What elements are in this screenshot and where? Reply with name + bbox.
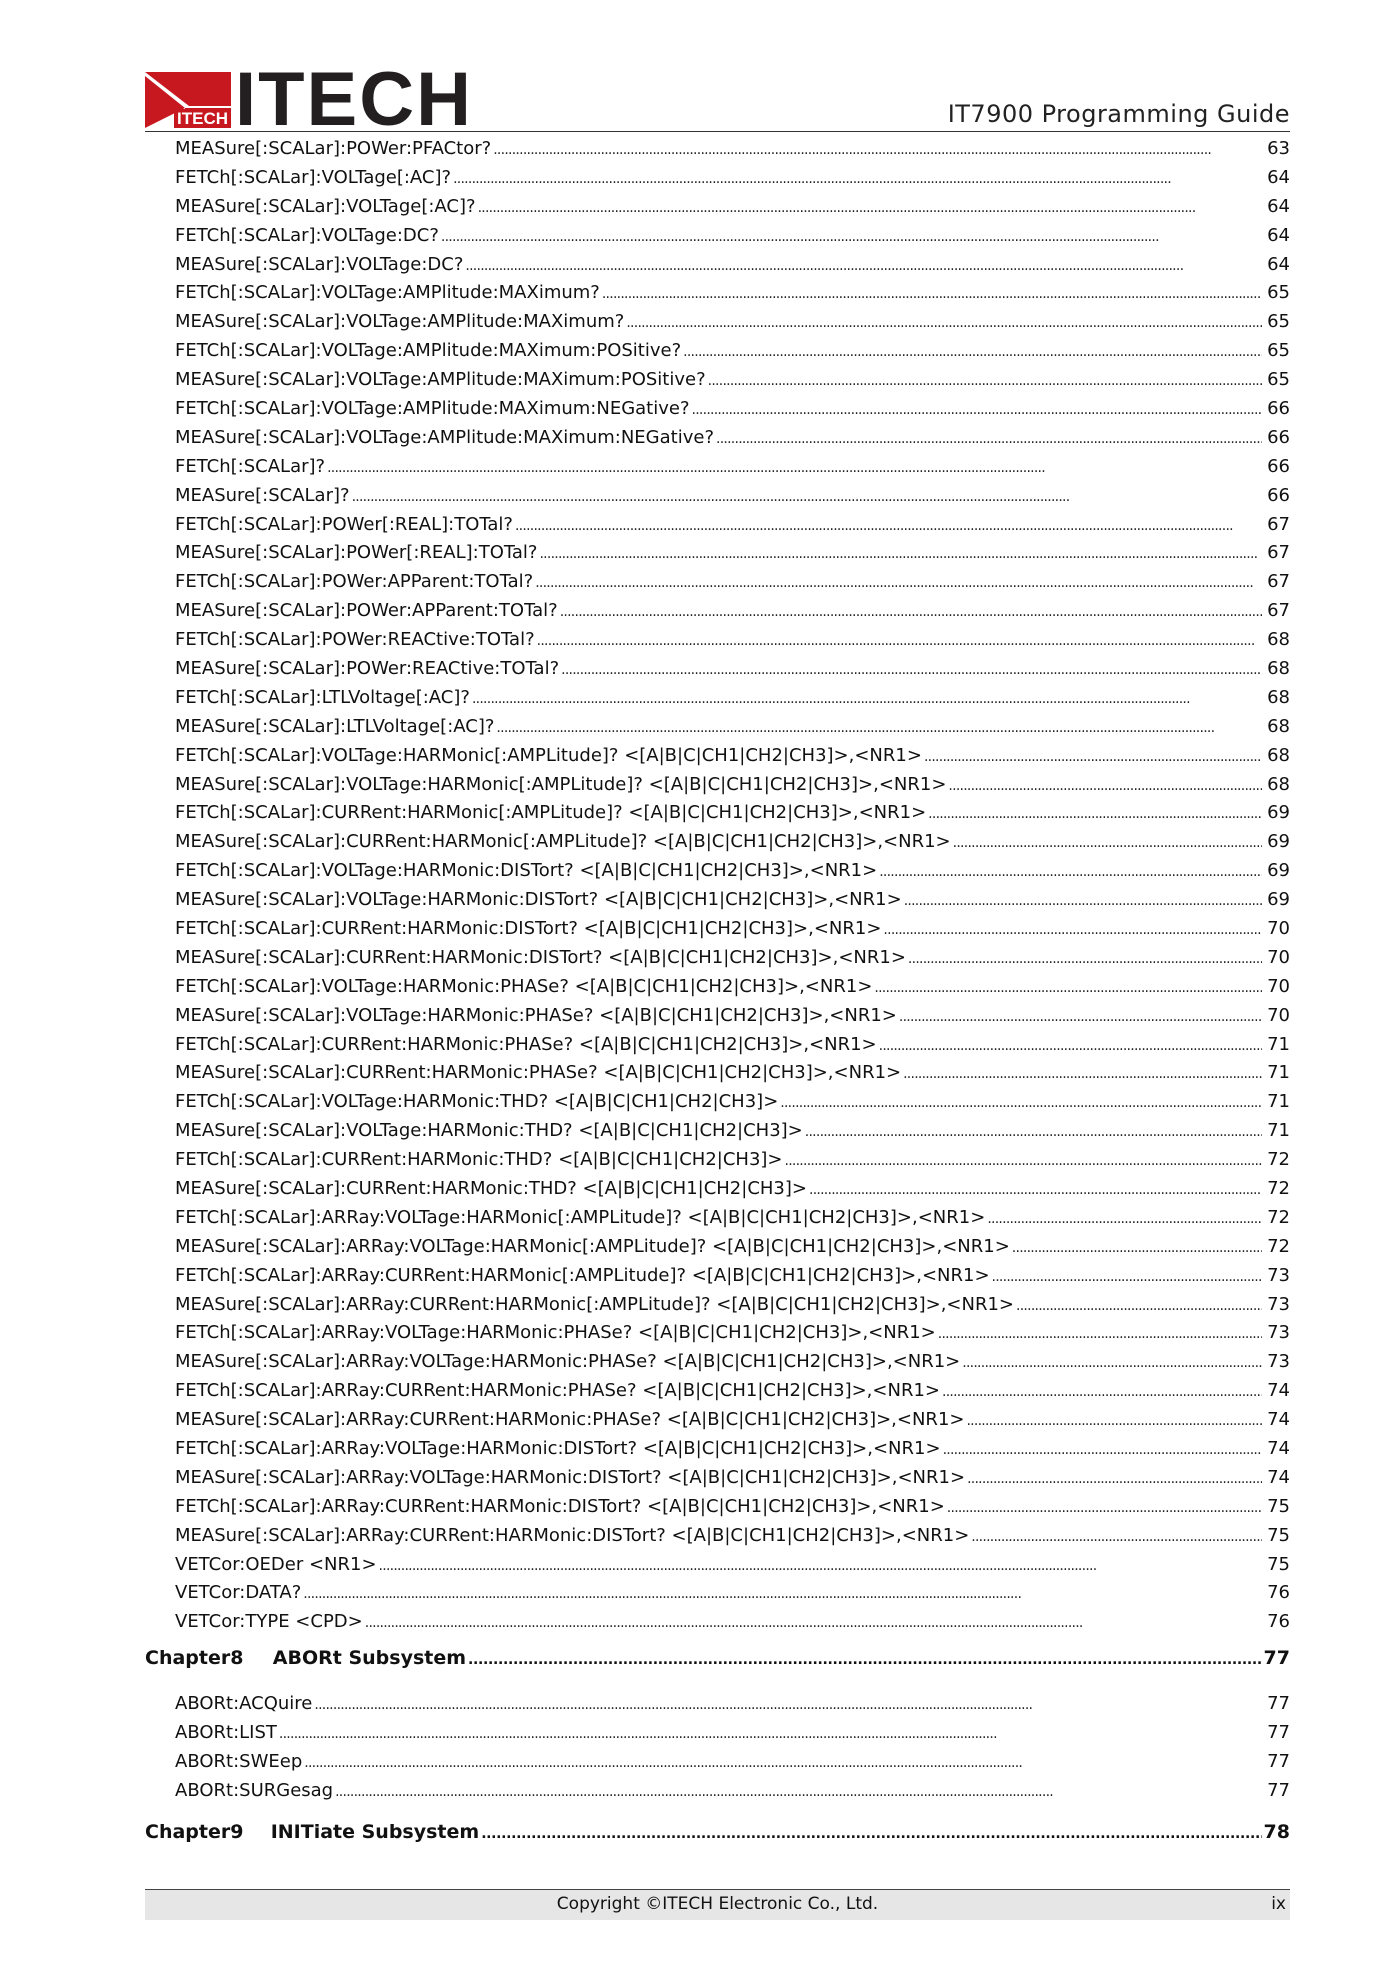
toc-entry[interactable] — [145, 1116, 1290, 1145]
toc-entry[interactable] — [145, 1290, 1290, 1319]
toc-entry-page-number: 69 — [1267, 860, 1290, 882]
toc-entry-page-number: 68 — [1267, 744, 1290, 766]
toc-entry[interactable] — [145, 278, 1290, 307]
toc-entry[interactable] — [145, 1347, 1290, 1376]
leader-dots — [899, 1005, 1262, 1026]
toc-entry[interactable] — [145, 452, 1290, 481]
chapter-number: Chapter8 — [145, 1647, 244, 1669]
leader-dots — [481, 1821, 1261, 1843]
toc-entry-label: MEASure[:SCALar]:VOLTage:HARMonic[:AMPLitude]? <[A|B|C|CH1|CH2|CH3]>,<NR1> — [175, 773, 947, 795]
footer-copyright: Copyright ©ITECH Electronic Co., Ltd. — [556, 1894, 879, 1914]
toc-entry-page-number: 66 — [1267, 397, 1290, 419]
toc-entry-label: MEASure[:SCALar]:ARRay:CURRent:HARMonic:DISTort? <[A|B|C|CH1|CH2|CH3]>,<NR1> — [175, 1524, 970, 1546]
toc-entry[interactable] — [145, 134, 1290, 163]
toc-entry-label: VETCor:TYPE <CPD> — [175, 1611, 363, 1633]
toc-entry-label: MEASure[:SCALar]:LTLVoltage[:AC]? — [175, 715, 495, 737]
footer-page-number: ix — [1271, 1894, 1286, 1914]
chapter-page-number: 77 — [1263, 1647, 1290, 1669]
toc-entry-label: FETCh[:SCALar]:CURRent:HARMonic:PHASe? <[A|B|C|CH1|CH2|CH3]>,<NR1> — [175, 1033, 877, 1055]
page-header — [145, 57, 1290, 142]
toc-entry-page-number: 72 — [1267, 1235, 1290, 1257]
leader-dots — [874, 976, 1262, 997]
toc-entry-page-number: 65 — [1267, 311, 1290, 333]
toc-entry[interactable] — [145, 163, 1290, 192]
toc-entry-page-number: 64 — [1267, 166, 1290, 188]
page-footer — [145, 1889, 1290, 1920]
toc-entry[interactable] — [145, 798, 1290, 827]
toc-entry-label: MEASure[:SCALar]:CURRent:HARMonic:THD? <[A|B|C|CH1|CH2|CH3]> — [175, 1178, 807, 1199]
leader-dots — [465, 254, 1262, 275]
toc-entry-page-number: 68 — [1267, 686, 1290, 708]
toc-entry[interactable] — [145, 1261, 1290, 1290]
leader-dots — [493, 138, 1262, 159]
toc-entry[interactable] — [145, 1319, 1290, 1348]
leader-dots — [561, 658, 1262, 679]
leader-dots — [943, 1438, 1262, 1459]
leader-dots — [379, 1554, 1262, 1575]
itech-logo — [145, 57, 473, 142]
toc-entry[interactable] — [145, 1030, 1290, 1059]
toc-entry-label: MEASure[:SCALar]:ARRay:CURRent:HARMonic:PHASe? <[A|B|C|CH1|CH2|CH3]>,<NR1> — [175, 1409, 965, 1431]
toc-entry-label: FETCh[:SCALar]:ARRay:CURRent:HARMonic:PHASe? <[A|B|C|CH1|CH2|CH3]>,<NR1> — [175, 1380, 940, 1402]
leader-dots — [626, 311, 1262, 332]
toc-entry-label: MEASure[:SCALar]:POWer:REACtive:TOTal? — [175, 657, 560, 679]
toc-entry[interactable] — [145, 394, 1290, 423]
toc-entry[interactable] — [145, 423, 1290, 452]
toc-entry-page-number: 67 — [1267, 542, 1290, 564]
toc-entry[interactable] — [145, 1405, 1290, 1434]
logo-mark-text: ITECH — [174, 109, 231, 128]
leader-dots — [716, 427, 1262, 448]
toc-entry-label: ABORt:LIST — [175, 1721, 277, 1743]
toc-entry-label: FETCh[:SCALar]:CURRent:HARMonic:THD? <[A|B|C|CH1|CH2|CH3]> — [175, 1149, 783, 1171]
toc-entry-page-number: 74 — [1267, 1409, 1290, 1431]
toc-entry[interactable] — [145, 221, 1290, 250]
logo-wordmark: ITECH — [235, 57, 473, 142]
leader-dots — [303, 1582, 1262, 1603]
toc-entry[interactable] — [145, 1550, 1290, 1579]
toc-entry[interactable] — [145, 683, 1290, 712]
toc-entry-page-number: 69 — [1267, 831, 1290, 853]
toc-entry-label: MEASure[:SCALar]:VOLTage[:AC]? — [175, 195, 476, 217]
leader-dots — [692, 398, 1262, 419]
toc-entry-label: MEASure[:SCALar]:VOLTage:AMPlitude:MAXimum:POSitive? — [175, 369, 706, 391]
leader-dots — [453, 167, 1262, 188]
toc-entry-page-number: 68 — [1267, 773, 1290, 795]
toc-entry-label: FETCh[:SCALar]:ARRay:CURRent:HARMonic[:AMPLitude]? <[A|B|C|CH1|CH2|CH3]>,<NR1> — [175, 1264, 990, 1286]
leader-dots — [560, 600, 1262, 621]
toc-entry-page-number: 71 — [1267, 1091, 1290, 1113]
toc-entry-label: FETCh[:SCALar]:CURRent:HARMonic:DISTort? <[A|B|C|CH1|CH2|CH3]>,<NR1> — [175, 917, 882, 939]
toc-entry[interactable] — [145, 365, 1290, 394]
toc-entry-label: FETCh[:SCALar]:ARRay:VOLTage:HARMonic:PHASe? <[A|B|C|CH1|CH2|CH3]>,<NR1> — [175, 1322, 936, 1344]
toc-chapter-8[interactable] — [145, 1643, 1290, 1673]
toc-entry-label: FETCh[:SCALar]:ARRay:CURRent:HARMonic:DISTort? <[A|B|C|CH1|CH2|CH3]>,<NR1> — [175, 1495, 945, 1517]
leader-dots — [785, 1149, 1263, 1170]
toc-entry-label: MEASure[:SCALar]:VOLTage:DC? — [175, 253, 464, 275]
toc-entry[interactable] — [145, 307, 1290, 336]
toc-entry-page-number: 77 — [1267, 1721, 1290, 1743]
toc-entry[interactable] — [145, 1174, 1290, 1203]
toc-entry[interactable] — [145, 1434, 1290, 1463]
leader-dots — [928, 802, 1262, 823]
toc-entry-page-number: 71 — [1267, 1062, 1290, 1084]
leader-dots — [708, 369, 1262, 390]
toc-entry[interactable] — [145, 856, 1290, 885]
toc-entry[interactable] — [145, 1232, 1290, 1261]
leader-dots — [903, 1062, 1262, 1083]
toc-list — [145, 134, 1290, 1636]
toc-entry-label: MEASure[:SCALar]:ARRay:VOLTage:HARMonic:DISTort? <[A|B|C|CH1|CH2|CH3]>,<NR1> — [175, 1466, 966, 1488]
toc-entry-page-number: 70 — [1267, 1004, 1290, 1026]
toc-entry[interactable] — [145, 914, 1290, 943]
leader-dots — [971, 1525, 1262, 1546]
toc-entry-label: FETCh[:SCALar]? — [175, 455, 326, 477]
toc-entry-label: FETCh[:SCALar]:CURRent:HARMonic[:AMPLitude]? <[A|B|C|CH1|CH2|CH3]>,<NR1> — [175, 802, 927, 824]
toc-entry[interactable] — [145, 481, 1290, 510]
leader-dots — [539, 542, 1262, 563]
toc-entry[interactable] — [145, 1689, 1290, 1718]
toc-entry-label: FETCh[:SCALar]:POWer[:REAL]:TOTal? — [175, 513, 513, 535]
toc-entry-page-number: 77 — [1267, 1750, 1290, 1772]
toc-entry[interactable] — [145, 1203, 1290, 1232]
toc-entry[interactable] — [145, 943, 1290, 972]
toc-entry[interactable] — [145, 1376, 1290, 1405]
toc-entry[interactable] — [145, 1579, 1290, 1608]
toc-entry[interactable] — [145, 770, 1290, 799]
leader-dots — [441, 225, 1262, 246]
toc-entry-page-number: 76 — [1267, 1582, 1290, 1604]
toc-entry-page-number: 67 — [1267, 600, 1290, 622]
chapter-title: ABORt Subsystem — [272, 1647, 467, 1669]
leader-dots — [938, 1322, 1262, 1343]
leader-dots — [537, 629, 1262, 650]
toc-entry-page-number: 76 — [1267, 1611, 1290, 1633]
toc-chapter-9[interactable] — [145, 1817, 1290, 1847]
toc-entry[interactable] — [145, 1492, 1290, 1521]
toc-entry-page-number: 64 — [1267, 195, 1290, 217]
toc-entry-page-number: 73 — [1267, 1351, 1290, 1373]
leader-dots — [966, 1409, 1262, 1430]
toc-entry-label: FETCh[:SCALar]:ARRay:VOLTage:HARMonic[:AMPLitude]? <[A|B|C|CH1|CH2|CH3]>,<NR1> — [175, 1206, 986, 1228]
toc-entry-label: FETCh[:SCALar]:VOLTage:HARMonic[:AMPLitude]? <[A|B|C|CH1|CH2|CH3]>,<NR1> — [175, 744, 922, 766]
toc-entry-label: MEASure[:SCALar]:VOLTage:HARMonic:DISTort? <[A|B|C|CH1|CH2|CH3]>,<NR1> — [175, 889, 902, 911]
toc-entry-label: MEASure[:SCALar]:ARRay:CURRent:HARMonic[:AMPLitude]? <[A|B|C|CH1|CH2|CH3]>,<NR1> — [175, 1293, 1015, 1315]
toc-entry-page-number: 70 — [1267, 917, 1290, 939]
toc-entry-label: MEASure[:SCALar]:VOLTage:AMPlitude:MAXimum:NEGative? — [175, 426, 714, 448]
toc-entry[interactable] — [145, 250, 1290, 279]
toc-entry-page-number: 74 — [1267, 1380, 1290, 1402]
toc-entry-page-number: 65 — [1267, 340, 1290, 362]
toc-entry-label: MEASure[:SCALar]:POWer:PFACtor? — [175, 137, 492, 159]
toc-entry-page-number: 68 — [1267, 715, 1290, 737]
toc-entry-page-number: 71 — [1267, 1120, 1290, 1142]
leader-dots — [904, 889, 1262, 910]
logo-mark-icon — [145, 72, 231, 128]
leader-dots — [908, 947, 1262, 968]
toc-entry[interactable] — [145, 1747, 1290, 1776]
toc-entry-label: MEASure[:SCALar]:CURRent:HARMonic:PHASe? <[A|B|C|CH1|CH2|CH3]>,<NR1> — [175, 1062, 902, 1084]
toc-entry-label: MEASure[:SCALar]:VOLTage:HARMonic:THD? <[A|B|C|CH1|CH2|CH3]> — [175, 1120, 803, 1142]
leader-dots — [472, 687, 1262, 708]
toc-entry-page-number: 69 — [1267, 802, 1290, 824]
leader-dots — [327, 456, 1262, 477]
toc-entry[interactable] — [145, 336, 1290, 365]
toc-entry[interactable] — [145, 538, 1290, 567]
toc-entry-page-number: 66 — [1267, 455, 1290, 477]
toc-entry[interactable] — [145, 567, 1290, 596]
leader-dots — [279, 1722, 1262, 1743]
toc-entry-label: FETCh[:SCALar]:VOLTage:HARMonic:PHASe? <[A|B|C|CH1|CH2|CH3]>,<NR1> — [175, 975, 873, 997]
toc-entry-page-number: 70 — [1267, 946, 1290, 968]
toc-entry-label: MEASure[:SCALar]:VOLTage:AMPlitude:MAXimum? — [175, 311, 625, 333]
leader-dots — [304, 1751, 1262, 1772]
leader-dots — [365, 1611, 1262, 1632]
toc-entry-label: FETCh[:SCALar]:VOLTage:HARMonic:THD? <[A|B|C|CH1|CH2|CH3]> — [175, 1091, 779, 1113]
toc-entry-page-number: 70 — [1267, 975, 1290, 997]
toc-entry[interactable] — [145, 596, 1290, 625]
leader-dots — [496, 716, 1262, 737]
toc-entry-page-number: 72 — [1267, 1178, 1290, 1199]
leader-dots — [780, 1091, 1262, 1112]
leader-dots — [962, 1351, 1262, 1372]
leader-dots — [987, 1207, 1262, 1228]
leader-dots — [478, 196, 1262, 217]
toc-entry-page-number: 77 — [1267, 1779, 1290, 1801]
leader-dots — [992, 1265, 1262, 1286]
toc-entry-page-number: 67 — [1267, 513, 1290, 535]
toc-entry[interactable] — [145, 712, 1290, 741]
toc-entry-label: FETCh[:SCALar]:VOLTage:AMPlitude:MAXimum:NEGative? — [175, 397, 690, 419]
leader-dots — [942, 1380, 1262, 1401]
toc-entry[interactable] — [145, 1463, 1290, 1492]
toc-entry-label: ABORt:SURGesag — [175, 1779, 334, 1801]
toc-entry-page-number: 66 — [1267, 484, 1290, 506]
toc-entry-label: MEASure[:SCALar]? — [175, 484, 350, 506]
toc-entry-label: ABORt:SWEep — [175, 1750, 303, 1772]
toc-entry[interactable] — [145, 510, 1290, 539]
toc-entry[interactable] — [145, 1776, 1290, 1805]
toc-entry-label: MEASure[:SCALar]:ARRay:VOLTage:HARMonic:PHASe? <[A|B|C|CH1|CH2|CH3]>,<NR1> — [175, 1351, 961, 1373]
toc-entry[interactable] — [145, 654, 1290, 683]
toc-entry-page-number: 75 — [1267, 1524, 1290, 1546]
leader-dots — [953, 831, 1262, 852]
toc-entry-label: MEASure[:SCALar]:POWer:APParent:TOTal? — [175, 600, 558, 622]
leader-dots — [948, 774, 1262, 795]
leader-dots — [1012, 1236, 1262, 1257]
toc-entry-label: FETCh[:SCALar]:VOLTage:HARMonic:DISTort? <[A|B|C|CH1|CH2|CH3]>,<NR1> — [175, 860, 878, 882]
toc-entry-page-number: 68 — [1267, 629, 1290, 651]
toc-entry[interactable] — [145, 741, 1290, 770]
leader-dots — [805, 1120, 1262, 1141]
toc-entry-page-number: 73 — [1267, 1264, 1290, 1286]
leader-dots — [535, 571, 1262, 592]
toc-entry-label: ABORt:ACQuire — [175, 1692, 313, 1714]
leader-dots — [879, 860, 1262, 881]
toc-entry-label: VETCor:DATA? — [175, 1582, 302, 1604]
toc-entry-page-number: 69 — [1267, 889, 1290, 911]
toc-entry-page-number: 75 — [1267, 1495, 1290, 1517]
toc-entry[interactable] — [145, 1087, 1290, 1116]
toc-entry-page-number: 65 — [1267, 282, 1290, 304]
leader-dots — [515, 514, 1262, 535]
toc-entry-page-number: 64 — [1267, 253, 1290, 275]
toc-entry[interactable] — [145, 1001, 1290, 1030]
toc-entry-page-number: 73 — [1267, 1293, 1290, 1315]
toc-entry-label: MEASure[:SCALar]:POWer[:REAL]:TOTal? — [175, 542, 538, 564]
leader-dots — [947, 1496, 1262, 1517]
leader-dots — [879, 1034, 1262, 1055]
leader-dots — [468, 1647, 1262, 1669]
toc-entry-page-number: 66 — [1267, 426, 1290, 448]
toc-entry-label: FETCh[:SCALar]:VOLTage:AMPlitude:MAXimum? — [175, 282, 600, 304]
toc-entry-page-number: 75 — [1267, 1553, 1290, 1575]
toc-entry-label: MEASure[:SCALar]:VOLTage:HARMonic:PHASe? <[A|B|C|CH1|CH2|CH3]>,<NR1> — [175, 1004, 897, 1026]
toc-entry-page-number: 71 — [1267, 1033, 1290, 1055]
toc-entry-label: FETCh[:SCALar]:VOLTage:AMPlitude:MAXimum:POSitive? — [175, 340, 682, 362]
toc-entry-page-number: 72 — [1267, 1149, 1290, 1171]
toc-entry-page-number: 65 — [1267, 369, 1290, 391]
toc-entry-label: MEASure[:SCALar]:CURRent:HARMonic:DISTort? <[A|B|C|CH1|CH2|CH3]>,<NR1> — [175, 946, 906, 968]
toc-entry-label: FETCh[:SCALar]:VOLTage:DC? — [175, 224, 439, 246]
toc-entry-page-number: 72 — [1267, 1206, 1290, 1228]
leader-dots — [883, 918, 1262, 939]
toc-entry-page-number: 77 — [1267, 1692, 1290, 1714]
chapter-title: INITiate Subsystem — [270, 1821, 480, 1843]
toc-entry[interactable] — [145, 972, 1290, 1001]
leader-dots — [352, 485, 1262, 506]
toc-entry-page-number: 74 — [1267, 1466, 1290, 1488]
toc-entry[interactable] — [145, 1059, 1290, 1088]
toc-entry-label: VETCor:OEDer <NR1> — [175, 1553, 377, 1575]
leader-dots — [314, 1693, 1262, 1714]
toc-entry[interactable] — [145, 1521, 1290, 1550]
leader-dots — [809, 1178, 1262, 1199]
toc-entry-page-number: 64 — [1267, 224, 1290, 246]
toc-entry[interactable] — [145, 827, 1290, 856]
leader-dots — [1016, 1294, 1262, 1315]
leader-dots — [924, 745, 1262, 766]
leader-dots — [335, 1780, 1262, 1801]
toc-entry-label: MEASure[:SCALar]:CURRent:HARMonic[:AMPLitude]? <[A|B|C|CH1|CH2|CH3]>,<NR1> — [175, 831, 951, 853]
leader-dots — [602, 282, 1262, 303]
toc-entry-label: FETCh[:SCALar]:POWer:REACtive:TOTal? — [175, 629, 535, 651]
chapter-page-number: 78 — [1263, 1821, 1290, 1843]
chapter-number: Chapter9 — [145, 1821, 244, 1843]
toc-entry-label: FETCh[:SCALar]:LTLVoltage[:AC]? — [175, 686, 470, 708]
toc-entry-page-number: 67 — [1267, 571, 1290, 593]
header-divider — [145, 131, 1290, 132]
toc-entry-page-number: 74 — [1267, 1438, 1290, 1460]
toc-entry-label: FETCh[:SCALar]:VOLTage[:AC]? — [175, 166, 452, 188]
toc-entry[interactable] — [145, 1718, 1290, 1747]
toc-list-chapter-8 — [145, 1689, 1290, 1805]
toc-entry-page-number: 63 — [1267, 137, 1290, 159]
toc-entry-label: FETCh[:SCALar]:ARRay:VOLTage:HARMonic:DISTort? <[A|B|C|CH1|CH2|CH3]>,<NR1> — [175, 1438, 941, 1460]
guide-title: IT7900 Programming Guide — [947, 100, 1290, 128]
toc-entry[interactable] — [145, 885, 1290, 914]
toc-entry[interactable] — [145, 625, 1290, 654]
toc-entry[interactable] — [145, 1145, 1290, 1174]
leader-dots — [967, 1467, 1262, 1488]
toc-entry[interactable] — [145, 192, 1290, 221]
toc-entry-label: MEASure[:SCALar]:ARRay:VOLTage:HARMonic[:AMPLitude]? <[A|B|C|CH1|CH2|CH3]>,<NR1> — [175, 1235, 1010, 1257]
toc-entry-label: FETCh[:SCALar]:POWer:APParent:TOTal? — [175, 571, 534, 593]
toc-entry-page-number: 68 — [1267, 657, 1290, 679]
leader-dots — [683, 340, 1262, 361]
toc-entry-page-number: 73 — [1267, 1322, 1290, 1344]
toc-entry[interactable] — [145, 1607, 1290, 1636]
